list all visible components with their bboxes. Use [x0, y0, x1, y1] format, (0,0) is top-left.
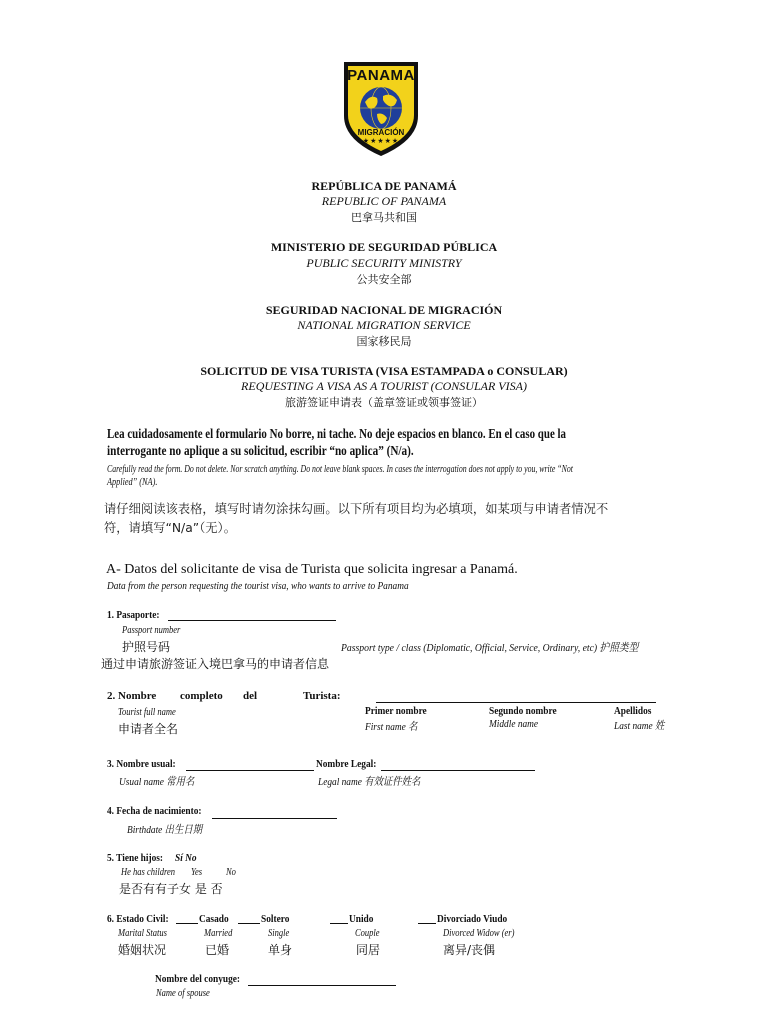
full-name-field[interactable]	[376, 702, 656, 703]
children-zh: 是否有有子女 是 否	[119, 882, 223, 896]
marital-label: 6. Estado Civil:	[107, 913, 169, 925]
instructions-en-1: Carefully read the form. Do not delete. Nor scratch anything. Do not leave blank spaces. In cases the interrogation does not apply to you, write “Not	[107, 463, 573, 475]
instructions-es-2: interrogante no aplique a su solicitud, escribir “no aplica” (N/a).	[107, 444, 414, 459]
form-title-zh: 旅游签证申请表（盖章签证或领事签证）	[285, 396, 483, 409]
logo-bottom-text: MIGRACIÓN	[357, 128, 405, 137]
last-name-es: Apellidos	[614, 705, 652, 717]
children-label: 5. Tiene hijos:	[107, 852, 164, 864]
couple-zh: 同居	[356, 943, 381, 957]
first-name-en: First name 名	[365, 721, 418, 733]
full-name-label-4: Turista:	[303, 690, 341, 702]
children-en: He has children	[121, 867, 175, 878]
marital-en: Marital Status	[118, 928, 167, 939]
instructions-zh-2: 符，请填写“N/a”（无）。	[104, 521, 236, 535]
ministry-en: PUBLIC SECURITY MINISTRY	[306, 256, 462, 270]
single-checkbox-line[interactable]	[238, 923, 260, 924]
service-es: SEGURIDAD NACIONAL DE MIGRACIÓN	[265, 303, 503, 317]
marital-zh: 婚姻状况	[118, 943, 167, 957]
panama-migration-logo	[341, 58, 421, 158]
form-title-es: SOLICITUD DE VISA TURISTA (VISA ESTAMPADA o CONSULAR)	[200, 364, 568, 378]
passport-note-zh: 通过申请旅游签证入境巴拿马的申请者信息	[101, 657, 330, 671]
full-name-label-1: 2. Nombre	[107, 690, 157, 702]
instructions-en-2: Applied” (NA).	[107, 476, 158, 488]
legal-name-en: Legal name 有效证件姓名	[318, 776, 421, 788]
legal-name-label: Nombre Legal:	[316, 758, 377, 770]
divorced-es: Divorciado Viudo	[437, 913, 508, 925]
married-checkbox-line[interactable]	[176, 923, 198, 924]
form-title-en: REQUESTING A VISA AS A TOURIST (CONSULAR VISA)	[241, 379, 527, 393]
full-name-en: Tourist full name	[118, 707, 176, 718]
married-en: Married	[204, 928, 233, 939]
birthdate-label: 4. Fecha de nacimiento:	[107, 805, 202, 817]
spouse-label: Nombre del conyuge:	[155, 973, 241, 985]
first-name-es: Primer nombre	[365, 705, 427, 717]
passport-number-en: Passport number	[122, 625, 181, 636]
spouse-en: Name of spouse	[156, 988, 210, 999]
middle-name-es: Segundo nombre	[489, 705, 557, 717]
full-name-label-3: del	[243, 690, 258, 702]
usual-name-label: 3. Nombre usual:	[107, 758, 176, 770]
spouse-name-field[interactable]	[248, 985, 396, 986]
usual-name-field[interactable]	[186, 770, 314, 771]
divorced-en: Divorced Widow (er)	[443, 928, 515, 939]
passport-number-field[interactable]	[168, 620, 336, 621]
usual-name-en: Usual name 常用名	[119, 776, 195, 788]
ministry-es: MINISTERIO DE SEGURIDAD PÚBLICA	[270, 240, 498, 254]
service-zh: 国家移民局	[356, 335, 412, 348]
republic-es: REPÚBLICA DE PANAMÁ	[311, 179, 457, 193]
married-es: Casado	[199, 913, 229, 925]
children-en-no: No	[226, 867, 236, 878]
couple-es: Unido	[349, 913, 374, 925]
full-name-zh: 申请者全名	[118, 722, 179, 736]
republic-en: REPUBLIC OF PANAMA	[321, 194, 447, 208]
last-name-en: Last name 姓	[614, 720, 665, 732]
service-en: NATIONAL MIGRATION SERVICE	[297, 318, 471, 332]
birthdate-field[interactable]	[212, 818, 337, 819]
section-a-subtitle: Data from the person requesting the tourist visa, who wants to arrive to Panama	[107, 580, 409, 592]
republic-zh: 巴拿马共和国	[351, 211, 417, 224]
married-zh: 已婚	[205, 943, 230, 957]
single-zh: 单身	[268, 943, 293, 957]
single-es: Soltero	[261, 913, 290, 925]
couple-en: Couple	[355, 928, 380, 939]
children-options[interactable]: Sí No	[175, 852, 197, 864]
instructions-zh-1: 请仔细阅读该表格，填写时请勿涂抹勾画。以下所有项目均为必填项，如某项与申请者情况不	[104, 502, 609, 516]
legal-name-field[interactable]	[381, 770, 535, 771]
section-a-title: A- Datos del solicitante de visa de Turista que solicita ingresar a Panamá.	[106, 562, 518, 577]
passport-type-label: Passport type / class (Diplomatic, Official, Service, Ordinary, etc) 护照类型	[341, 642, 639, 654]
divorced-checkbox-line[interactable]	[418, 923, 436, 924]
birthdate-en: Birthdate 出生日期	[127, 824, 203, 836]
divorced-zh: 离异/丧偶	[443, 943, 496, 957]
children-en-yes: Yes	[191, 867, 203, 878]
passport-label: 1. Pasaporte:	[107, 609, 160, 621]
logo-top-text: PANAMA	[347, 67, 415, 84]
full-name-label-2: completo	[180, 690, 223, 702]
single-en: Single	[268, 928, 290, 939]
ministry-zh: 公共安全部	[356, 273, 412, 286]
instructions-es-1: Lea cuidadosamente el formulario No borre, ni tache. No deje espacios en blanco. En el caso que la	[107, 427, 567, 442]
middle-name-en: Middle name	[489, 718, 539, 730]
passport-number-zh: 护照号码	[122, 640, 171, 654]
couple-checkbox-line[interactable]	[330, 923, 348, 924]
logo-stars: ★★★★★	[362, 137, 400, 145]
